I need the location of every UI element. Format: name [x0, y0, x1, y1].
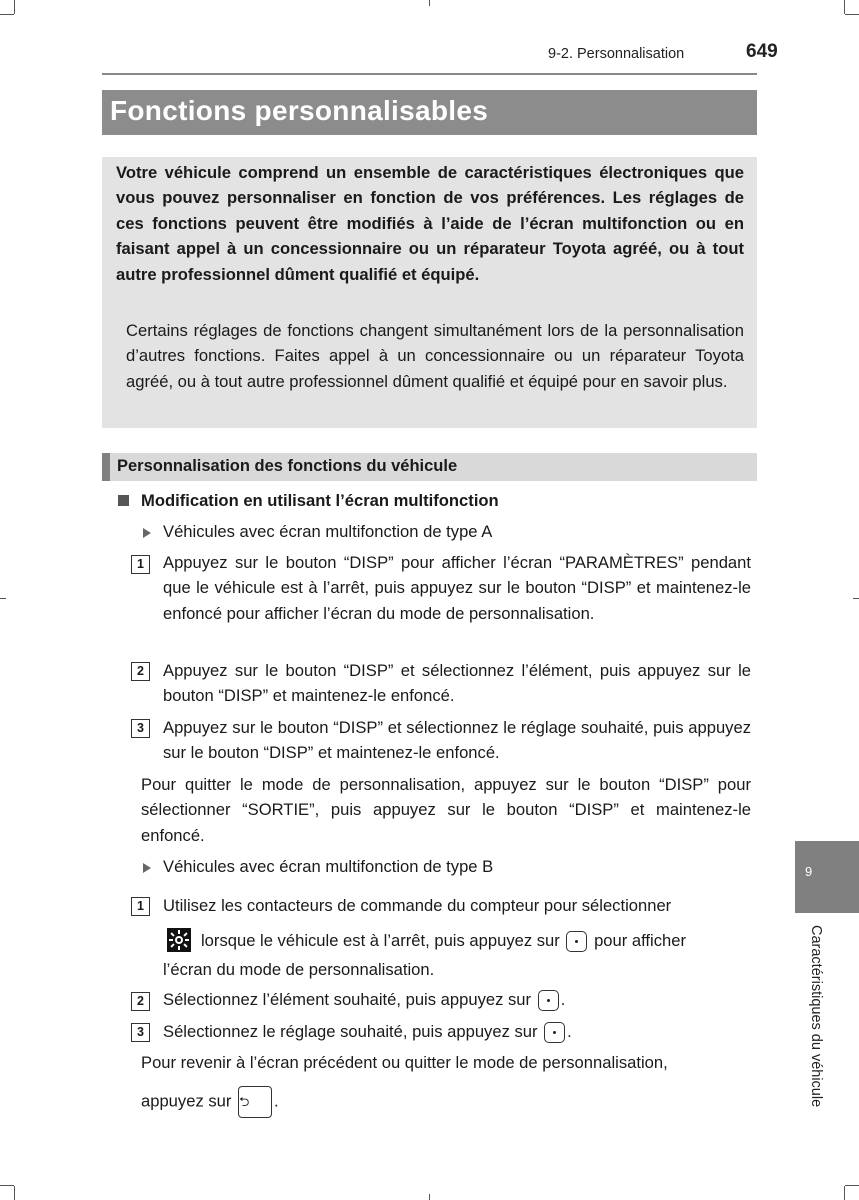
intro-bold-text: Votre véhicule comprend un ensemble de caractéristiques électroniques que vous pouvez personnaliser en fonction de vos préférences. Les réglages de ces fonctions peuvent être modifiés à l’aide de l’écran multifonction ou en faisant appel à un concessionnaire ou un réparateur Toyota agréé, ou à tout autre professionnel dûment qualifié et équipé. [116, 163, 744, 284]
crop-mark [429, 0, 430, 6]
subheading-text: Personnalisation des fonctions du véhicule [117, 457, 458, 475]
step-number-badge: 2 [131, 662, 150, 681]
step-text: Appuyez sur le bouton “DISP” pour afficher l’écran “PARAMÈTRES” pendant que le véhicule est à l’arrêt, puis appuyez sur le bouton “DISP” et maintenez-le enfoncé pour afficher l’écran du mode de personnalisation. [163, 553, 751, 623]
ok-button-icon [544, 1022, 565, 1043]
quit-instructions: Pour quitter le mode de personnalisation, appuyez sur le bouton “DISP” pour sélectionner “SORTIE”, puis appuyez sur le bouton “DISP” et maintenez-le enfoncé. [141, 775, 751, 845]
crop-mark [845, 14, 859, 15]
intro-note-text: Certains réglages de fonctions changent simultanément lors de la personnalisation d’autres fonctions. Faites appel à un concessionnaire ou un réparateur Toyota agréé, ou à tout autre professionnel dûment qualifié et équipé pour en savoir plus. [126, 321, 744, 391]
page-number: 649 [746, 41, 778, 62]
subheading-bar [102, 453, 757, 481]
back-button-icon: ⮌ [238, 1086, 272, 1118]
step-text: Appuyez sur le bouton “DISP” et sélectionnez le réglage souhaité, puis appuyez sur le bouton “DISP” et maintenez-le enfoncé. [163, 718, 751, 763]
chapter-number: 9 [805, 864, 813, 879]
page-title: Fonctions personnalisables [110, 95, 489, 126]
header-rule [102, 73, 757, 75]
step-text: l’écran du mode de personnalisation. [163, 960, 435, 979]
triangle-bullet-icon [143, 528, 151, 538]
step-text-line [163, 987, 751, 1012]
crop-mark [853, 598, 859, 599]
intro-box [102, 157, 757, 428]
step-text-fragment: Sélectionnez le réglage souhaité, puis appuyez sur [163, 1022, 538, 1041]
step-text-fragment: pour afficher [594, 931, 687, 950]
ok-button-icon [538, 990, 559, 1011]
return-instructions: Pour revenir à l’écran précédent ou quitter le mode de personnalisation, [141, 1053, 668, 1072]
period: . [560, 990, 566, 1009]
modification-heading: Modification en utilisant l’écran multifonction [141, 491, 499, 510]
crop-mark [429, 1194, 430, 1200]
title-bar [102, 90, 757, 135]
return-instructions-line [141, 1086, 441, 1118]
subheading-accent [102, 453, 110, 481]
period: . [274, 1091, 279, 1111]
crop-mark [845, 1185, 859, 1186]
step-number-badge: 1 [131, 897, 150, 916]
crop-mark [14, 1186, 15, 1200]
chapter-tab [795, 841, 859, 913]
step-text-fragment: Sélectionnez l’élément souhaité, puis appuyez sur [163, 990, 532, 1009]
step-text-line [163, 1019, 751, 1044]
return-text-fragment: appuyez sur [141, 1091, 232, 1111]
step-text: Appuyez sur le bouton “DISP” et sélectionnez l’élément, puis appuyez sur le bouton “DISP” et maintenez-le enfoncé. [163, 661, 751, 706]
chapter-title: Caractéristiques du véhicule [808, 925, 824, 1108]
period: . [567, 1022, 572, 1041]
type-a-label: Véhicules avec écran multifonction de type A [163, 522, 493, 541]
step-number-badge: 1 [131, 555, 150, 574]
step-text-line [201, 928, 761, 953]
crop-mark [0, 1185, 14, 1186]
crop-mark [14, 0, 15, 14]
crop-mark [844, 0, 845, 14]
square-bullet-icon [118, 495, 129, 506]
step-text: Utilisez les contacteurs de commande du compteur pour sélectionner [163, 896, 672, 915]
ok-button-icon [566, 931, 587, 952]
type-b-label: Véhicules avec écran multifonction de type B [163, 857, 494, 876]
step-number-badge: 3 [131, 1023, 150, 1042]
step-number-badge: 2 [131, 992, 150, 1011]
gear-icon [167, 928, 191, 952]
step-text-fragment: lorsque le véhicule est à l’arrêt, puis appuyez sur [201, 931, 560, 950]
crop-mark [844, 1186, 845, 1200]
crop-mark [0, 598, 6, 599]
crop-mark [0, 14, 14, 15]
section-label: 9-2. Personnalisation [548, 46, 685, 62]
triangle-bullet-icon [143, 863, 151, 873]
step-number-badge: 3 [131, 719, 150, 738]
